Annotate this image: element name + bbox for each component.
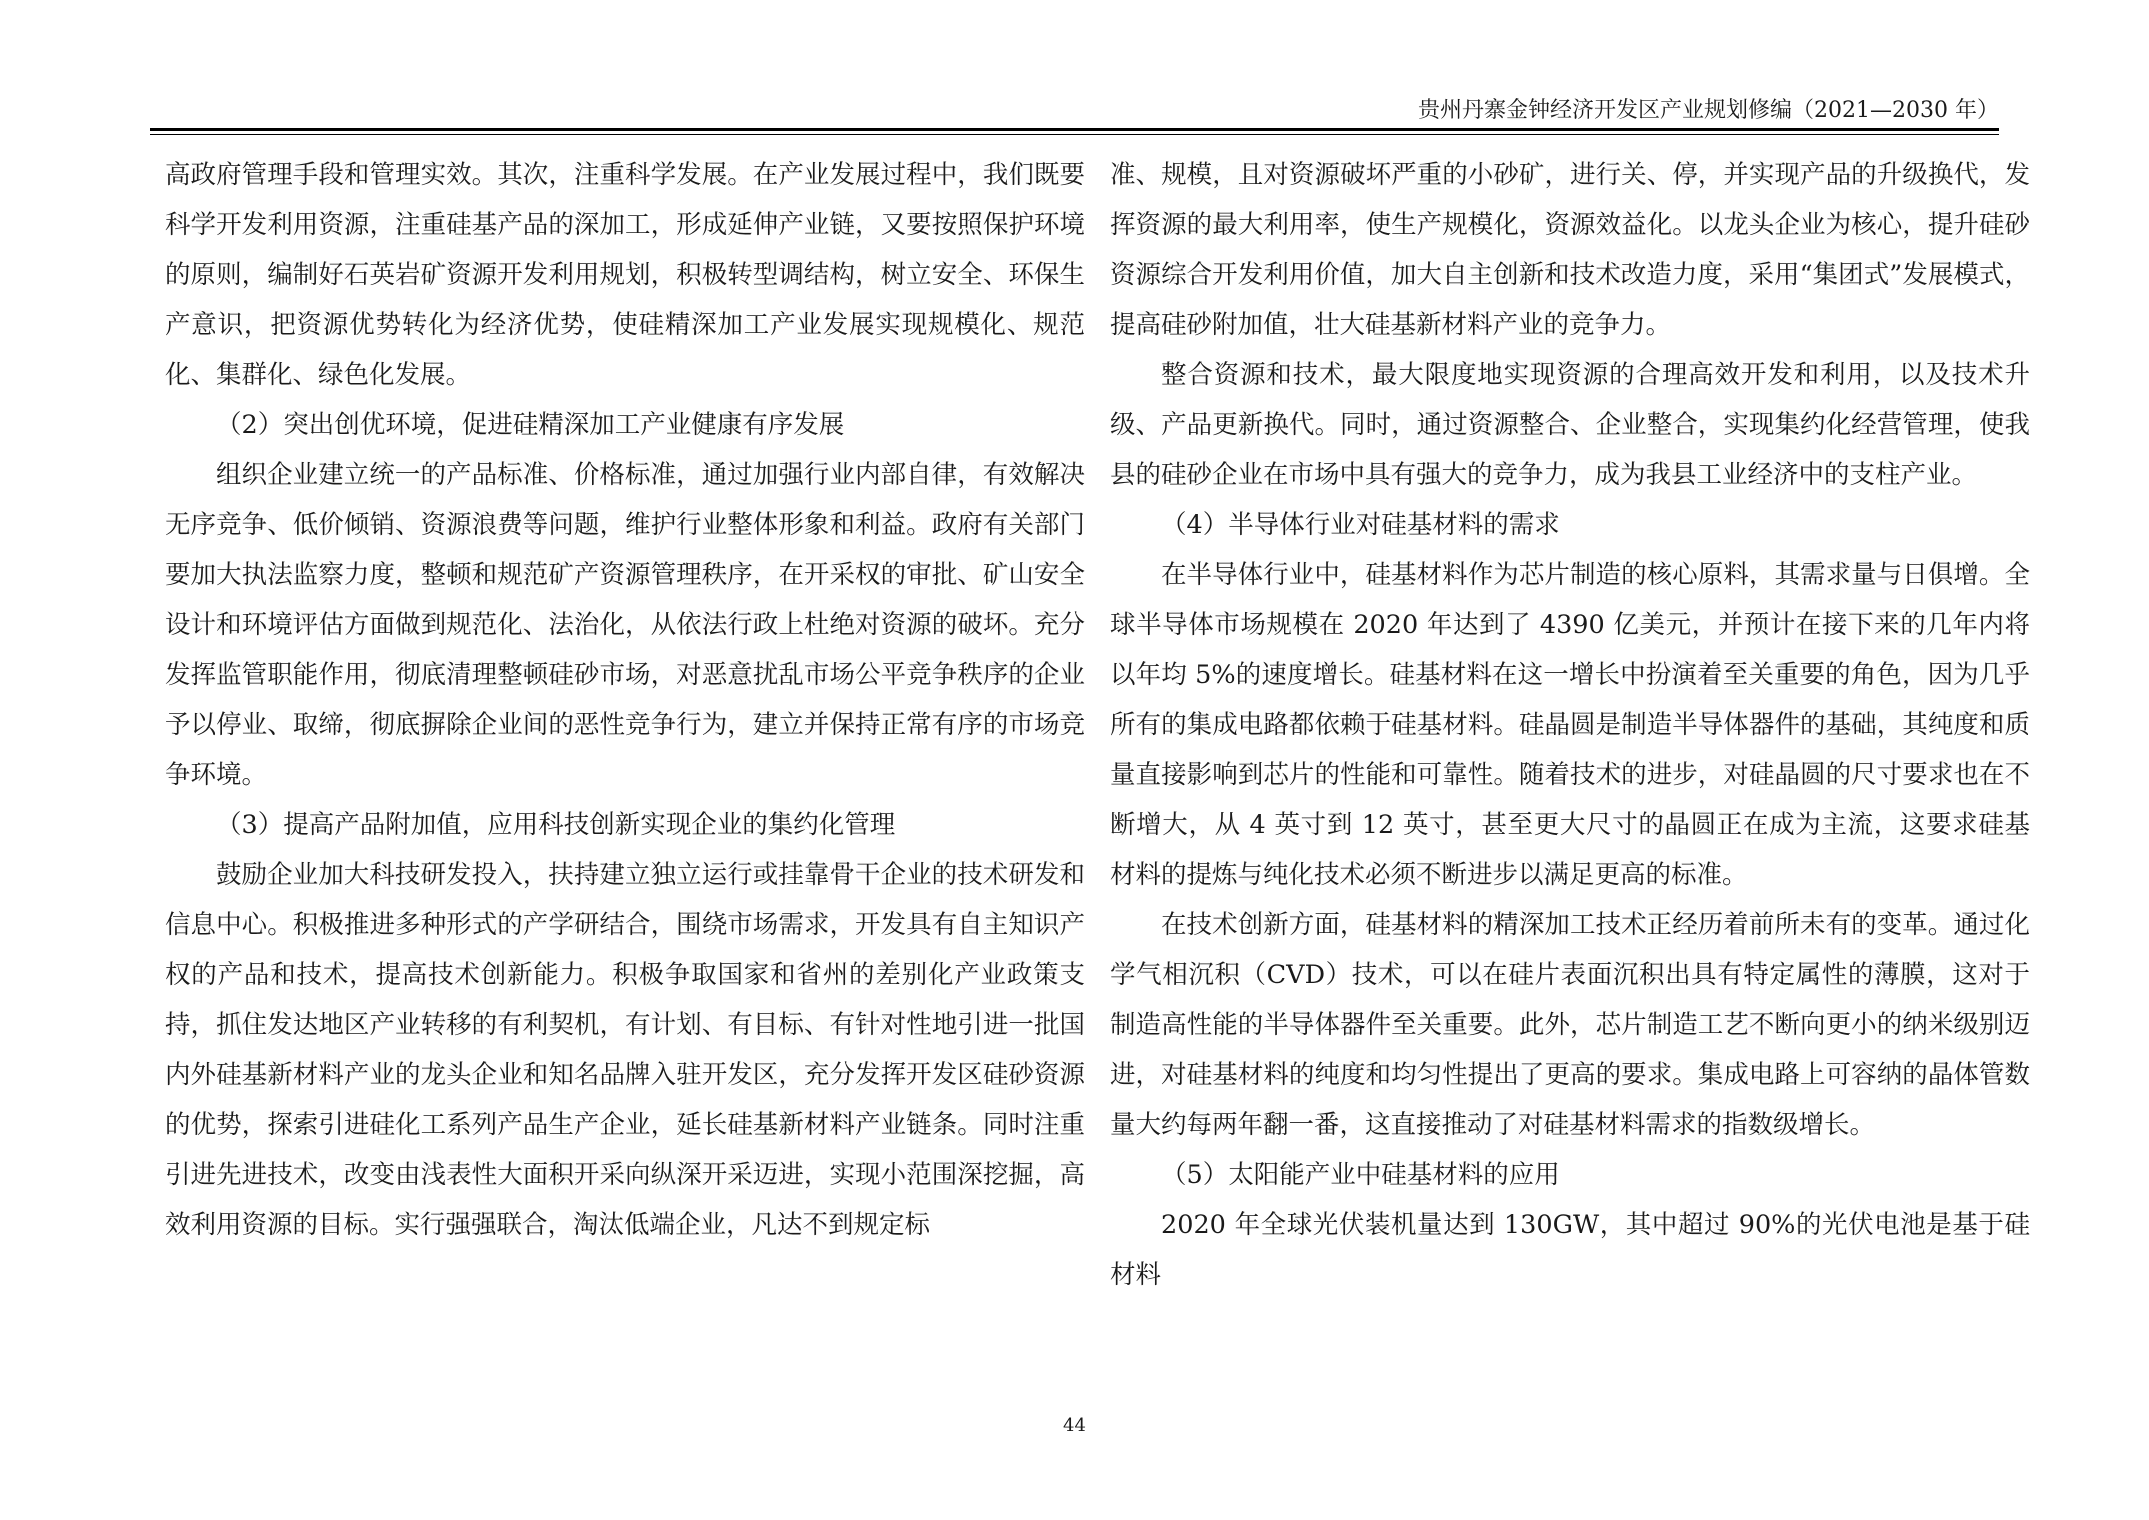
- left-paragraph-2: 组织企业建立统一的产品标准、价格标准，通过加强行业内部自律，有效解决无序竞争、低价倾销、资源浪费等问题，维护行业整体形象和利益。政府有关部门要加大执法监察力度，整顿和规范矿产资源管理秩序，在开采权的审批、矿山安全设计和环境评估方面做到规范化、法治化，从依法行政上杜绝对资源的破坏。充分发挥监管职能作用，彻底清理整顿硅砂市场，对恶意扰乱市场公平竞争秩序的企业予以停业、取缔，彻底摒除企业间的恶性竞争行为，建立并保持正常有序的市场竞争环境。: [165, 460, 1085, 790]
- section-heading-5: （5）太阳能产业中硅基材料的应用: [1161, 1160, 1560, 1190]
- left-paragraph-continued: 高政府管理手段和管理实效。其次，注重科学发展。在产业发展过程中，我们既要科学开发利用资源，注重硅基产品的深加工，形成延伸产业链，又要按照保护环境的原则，编制好石英岩矿资源开发利用规划，积极转型调结构，树立安全、环保生产意识，把资源优势转化为经济优势，使硅精深加工产业发展实现规模化、规范化、集群化、绿色化发展。: [165, 160, 1085, 390]
- right-paragraph-2: 整合资源和技术，最大限度地实现资源的合理高效开发和利用，以及技术升级、产品更新换代。同时，通过资源整合、企业整合，实现集约化经营管理，使我县的硅砂企业在市场中具有强大的竞争力，成为我县工业经济中的支柱产业。: [1110, 360, 2030, 490]
- section-heading-3: （3）提高产品附加值，应用科技创新实现企业的集约化管理: [216, 810, 896, 840]
- header-rule-thick: [150, 128, 1999, 131]
- right-paragraph-5: 2020 年全球光伏装机量达到 130GW，其中超过 90%的光伏电池是基于硅材料: [1110, 1210, 2030, 1290]
- right-paragraph-4: 在技术创新方面，硅基材料的精深加工技术正经历着前所未有的变革。通过化学气相沉积（CVD）技术，可以在硅片表面沉积出具有特定属性的薄膜，这对于制造高性能的半导体器件至关重要。此外，芯片制造工艺不断向更小的纳米级别迈进，对硅基材料的纯度和均匀性提出了更高的要求。集成电路上可容纳的晶体管数量大约每两年翻一番，这直接推动了对硅基材料需求的指数级增长。: [1110, 910, 2030, 1140]
- left-text-column: [165, 150, 1085, 1250]
- section-heading-4: （4）半导体行业对硅基材料的需求: [1161, 510, 1560, 540]
- page-number: 44: [1063, 1415, 1086, 1436]
- right-text-column: [1110, 150, 2030, 1300]
- running-header-title: 贵州丹寨金钟经济开发区产业规划修编（2021—2030 年）: [1418, 98, 1999, 123]
- header-rule-thin: [150, 134, 1999, 135]
- section-heading-2: （2）突出创优环境，促进硅精深加工产业健康有序发展: [216, 410, 845, 440]
- right-paragraph-3: 在半导体行业中，硅基材料作为芯片制造的核心原料，其需求量与日俱增。全球半导体市场规模在 2020 年达到了 4390 亿美元，并预计在接下来的几年内将以年均 5%的速度增长。硅基材料在这一增长中扮演着至关重要的角色，因为几乎所有的集成电路都依赖于硅基材料。硅晶圆是制造半导体器件的基础，其纯度和质量直接影响到芯片的性能和可靠性。随着技术的进步，对硅晶圆的尺寸要求也在不断增大，从 4 英寸到 12 英寸，甚至更大尺寸的晶圆正在成为主流，这要求硅基材料的提炼与纯化技术必须不断进步以满足更高的标准。: [1110, 560, 2030, 890]
- left-paragraph-3: 鼓励企业加大科技研发投入，扶持建立独立运行或挂靠骨干企业的技术研发和信息中心。积极推进多种形式的产学研结合，围绕市场需求，开发具有自主知识产权的产品和技术，提高技术创新能力。积极争取国家和省州的差别化产业政策支持，抓住发达地区产业转移的有利契机，有计划、有目标、有针对性地引进一批国内外硅基新材料产业的龙头企业和知名品牌入驻开发区，充分发挥开发区硅砂资源的优势，探索引进硅化工系列产品生产企业，延长硅基新材料产业链条。同时注重引进先进技术，改变由浅表性大面积开采向纵深开采迈进，实现小范围深挖掘，高效利用资源的目标。实行强强联合，淘汰低端企业，凡达不到规定标: [165, 860, 1085, 1240]
- right-paragraph-continued: 准、规模，且对资源破坏严重的小砂矿，进行关、停，并实现产品的升级换代，发挥资源的最大利用率，使生产规模化，资源效益化。以龙头企业为核心，提升硅砂资源综合开发利用价值，加大自主创新和技术改造力度，采用“集团式”发展模式，提高硅砂附加值，壮大硅基新材料产业的竞争力。: [1110, 160, 2030, 340]
